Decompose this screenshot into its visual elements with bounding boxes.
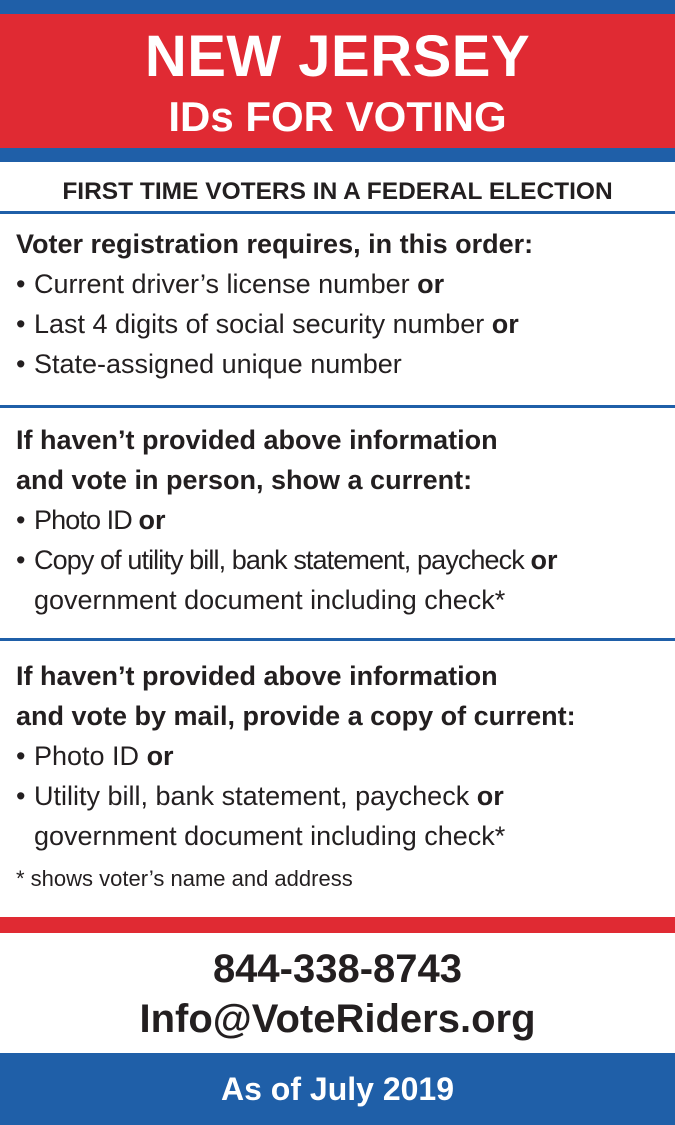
contact-info	[0, 944, 675, 1044]
bullet: •	[16, 349, 26, 379]
list-item	[16, 540, 666, 580]
phone-number[interactable]: 844-338-8743	[212, 947, 463, 991]
list-item-continuation: government document including check*	[34, 821, 506, 851]
list-item	[16, 344, 666, 384]
page-title: NEW JERSEY	[144, 24, 531, 89]
by-mail-requirements	[16, 656, 666, 896]
registration-requirements	[16, 224, 666, 384]
top-blue-stripe	[0, 0, 675, 14]
bullet: •	[16, 269, 26, 299]
bullet: •	[16, 741, 26, 771]
in-person-lead-line1: If haven’t provided above information	[16, 425, 498, 455]
list-item-text: Photo ID	[34, 505, 139, 535]
list-item-conj: or	[530, 545, 558, 575]
list-item	[16, 500, 666, 540]
list-item-text: Current driver’s license number	[34, 269, 418, 299]
header-blue-stripe	[0, 148, 675, 162]
list-item-conj: or	[491, 309, 519, 339]
list-item-text: Photo ID	[34, 741, 147, 771]
list-item	[16, 776, 666, 816]
bullet: •	[16, 781, 26, 811]
list-item-conj: or	[138, 505, 166, 535]
list-item-conj: or	[476, 781, 504, 811]
divider	[0, 638, 675, 641]
list-item-continuation: government document including check*	[34, 585, 506, 615]
list-item	[16, 264, 666, 304]
list-item-text: Utility bill, bank statement, paycheck	[34, 781, 477, 811]
by-mail-lead-line1: If haven’t provided above information	[16, 661, 498, 691]
in-person-requirements	[16, 420, 666, 620]
page-subtitle: IDs FOR VOTING	[168, 93, 507, 140]
footer-date-banner: As of July 2019	[0, 1053, 675, 1125]
list-item	[16, 736, 666, 776]
registration-lead: Voter registration requires, in this order:	[16, 229, 534, 259]
header-banner	[0, 14, 675, 148]
section-heading: FIRST TIME VOTERS IN A FEDERAL ELECTION	[62, 178, 613, 205]
red-divider-bar	[0, 917, 675, 933]
footnote: * shows voter’s name and address	[16, 866, 353, 891]
email-address[interactable]: Info@VoteRiders.org	[139, 997, 536, 1041]
bullet: •	[16, 505, 26, 535]
list-item-conj: or	[417, 269, 445, 299]
list-item-text: Copy of utility bill, bank statement, paycheck	[34, 545, 531, 575]
divider	[0, 211, 675, 214]
bullet: •	[16, 545, 26, 575]
list-item	[16, 304, 666, 344]
by-mail-lead-line2: and vote by mail, provide a copy of current:	[16, 701, 576, 731]
in-person-lead-line2: and vote in person, show a current:	[16, 465, 473, 495]
list-item-text: Last 4 digits of social security number	[34, 309, 492, 339]
list-item-text: State-assigned unique number	[34, 349, 402, 379]
bullet: •	[16, 309, 26, 339]
list-item-conj: or	[146, 741, 174, 771]
divider	[0, 405, 675, 408]
